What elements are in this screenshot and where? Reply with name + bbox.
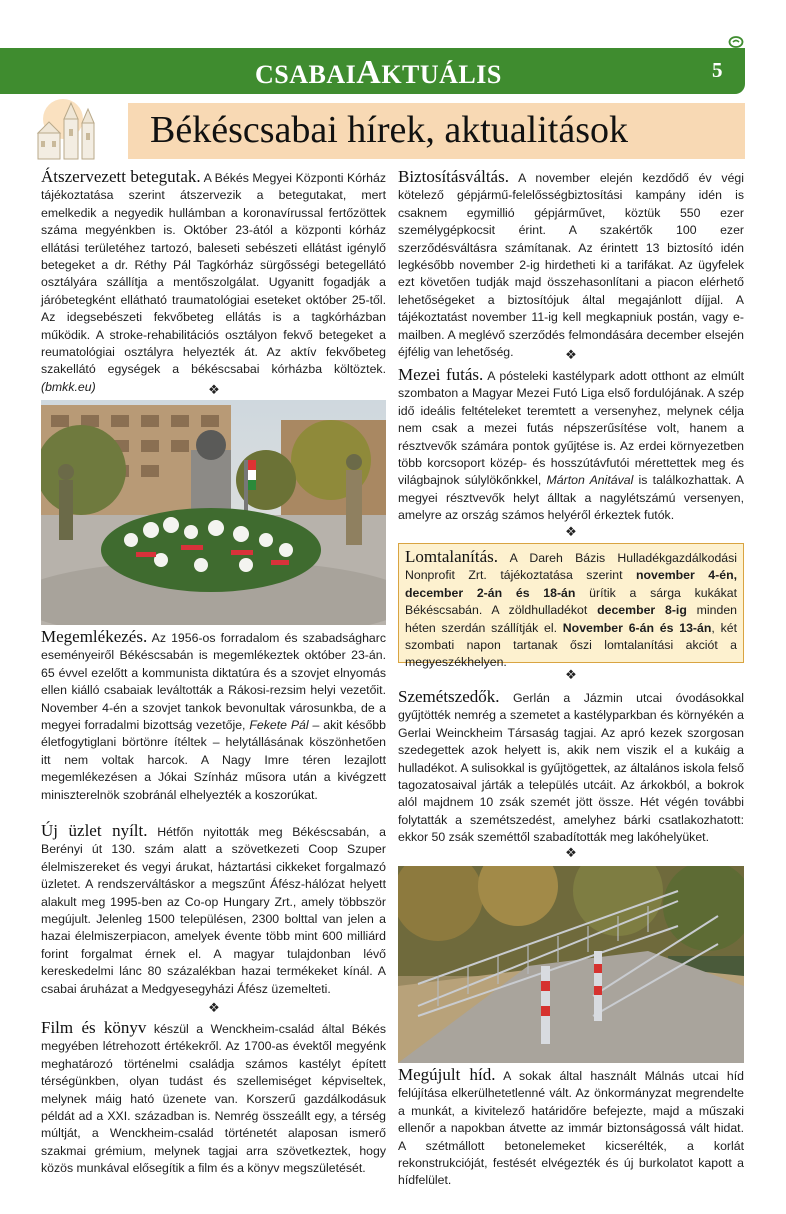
ornament-divider: ❖ bbox=[208, 382, 220, 397]
ornament-divider: ❖ bbox=[208, 1000, 220, 1015]
brand-part-3: KTUÁLIS bbox=[381, 60, 502, 89]
article-heading: Átszervezett betegutak. bbox=[41, 167, 201, 186]
article-body: A november elején kezdődő év végi kötelező gépjármű-felelősségbiztosítási kampány idén is csaknem egymillió gépjárművet, köztük 550 ezer személygépkocsit érint. A szakértők 100 ezer szerződésváltásra számítanak. Az érintett 13 biztosító idén legkésőbb november 2-ig hirdetheti ki a tarifákat. Az ügyfelek ezt követően tudják majd összehasonlítani a piacon elérhető lehetőségeket a biztosítójuk által megajánlott díjjal. A tájékoztatást november 11-ig kell megkapniuk postán, vagy e-mailben. A meglévő szerződés felmondására december elsején éjfélig van lehetőség. bbox=[398, 171, 744, 360]
article-szemetszedok bbox=[398, 688, 744, 847]
article-megujult-hid bbox=[398, 1066, 744, 1190]
article-body: A Dareh Bázis Hulladékgazdálkodási Nonprofit Zrt. tájékoztatása szerint bbox=[405, 551, 737, 583]
article-biztositasvaltas bbox=[398, 168, 744, 361]
article-body-cont: , két szombati napon tartanak őszi lomtalanítási akciót a megyeszékhelyen. bbox=[405, 620, 737, 670]
date-highlight: december 8-ig bbox=[597, 603, 687, 618]
article-uj-uzlet bbox=[41, 822, 386, 998]
date-highlight: november 4-én, december 2-án és 18-án bbox=[405, 568, 738, 600]
article-heading: Lomtalanítás. bbox=[405, 547, 499, 566]
article-heading: Megemlékezés. bbox=[41, 627, 148, 646]
page-number: 5 bbox=[712, 58, 723, 82]
article-lomtalanitas bbox=[405, 548, 737, 672]
magazine-brand bbox=[255, 54, 502, 92]
swirl-logo-icon bbox=[728, 35, 744, 54]
section-title: Békéscsabai hírek, aktualitások bbox=[150, 109, 629, 151]
article-body: készül a Wenckheim-család által Békés megyében létrehozott értékekről. Az 1700-as évektől megyénk meghatározó történelmi családja számos kastélyt épített térségünkben, olyan tudást és szellemiséget képviseltek, melynek máig ható üzenete van. Korszerű gazdálkodásuk példát ad a XXI. században is. Nemrég összeállt egy, a térség múltját, a Wenckheim-család történetét alaposan ismerő szakmai grémium, melynek tagjai arra szövetkeztek, hogy közös munkával elősegítik a film és a könyv megszületését. bbox=[41, 1022, 386, 1176]
article-body-cont: ürítik a sárga kukákat Békéscsabán. A zöldhulladékot bbox=[405, 585, 737, 618]
ornament-divider: ❖ bbox=[565, 347, 577, 362]
article-mezei-futas bbox=[398, 366, 744, 525]
article-heading: Mezei futás. bbox=[398, 365, 484, 384]
article-body: A sokak által használt Málnás utcai híd felújítása elkerülhetetlenné vált. Az önkormányzat megrendelte a munkát, a kivitelező határidőre befejezte, majd a műszaki ellenőr a napokban átvette az immár biztonságossá vált hidat. A szétmállott betonelemeket kicserélték, a korlát rekonstrukcióját, festését elvégezték és új burkolatot kapott a hídfelület. bbox=[398, 1069, 745, 1188]
ornament-divider: ❖ bbox=[565, 667, 577, 682]
article-source: (bmkk.eu) bbox=[41, 379, 96, 394]
date-highlight: November 6-án és 13-án bbox=[562, 620, 712, 635]
article-heading: Megújult híd. bbox=[398, 1065, 496, 1084]
article-heading: Új üzlet nyílt. bbox=[41, 821, 148, 840]
ornament-divider: ❖ bbox=[565, 845, 577, 860]
person-name: Márton Anitával bbox=[546, 473, 634, 488]
article-film-es-konyv bbox=[41, 1019, 386, 1178]
brand-part-1: CSABAI bbox=[255, 60, 357, 89]
article-megemlekezes bbox=[41, 628, 386, 804]
church-icon bbox=[28, 97, 128, 168]
article-body-cont: minden héten szerdán szállítják el. bbox=[405, 603, 738, 635]
article-body-cont: is találkozhattak. A megyei résztvevők helyt álltak a nagylétszámú versenyen, amelyre az ország számos helyéről érkeztek futók. bbox=[398, 473, 745, 523]
ornament-divider: ❖ bbox=[565, 524, 577, 539]
article-heading: Biztosításváltás. bbox=[398, 167, 509, 186]
notice-box-lomtalanitas bbox=[398, 543, 744, 670]
article-body: A Békés Megyei Központi Kórház tájékoztatása szerint átszervezik a betegutakat, mert emelkedik a negyedik hullámban a koronavírussal fertőzöttek száma megyénkben is. Október 23-ától a központi kórház ellátási területéhez tartozó, baleseti sebészeti ellátást igénylő betegeket a dr. Réthy Pál Tagkórház sürgősségi betegellátó osztályára szállítja a mentőszolgálat. Ugyanitt fogadják a járóbetegként ellátható traumatológiai eseteket október 25-től. Az idegsebészeti fekvőbeteg ellátás is a tagkórházban működik. A stroke-rehabilitációs osztályon fekvő betegeket a reumatológiai osztályra helyezték át. Az aktív fekvőbeteg szakellátó egységek a békéscsabai kórházba költöztek. bbox=[41, 171, 386, 377]
article-heading: Szemétszedők. bbox=[398, 687, 500, 706]
article-body-cont: – akit később életfogytiglani börtönre ítéltek – helytállásának köszönhetően itt nem voltak harcok. A Nagy Imre téren lezajlott megemlékezésen a Jókai Színház műsora után a kivégzett miniszterelnök szobránál elhelyezték a koszorúkat. bbox=[41, 718, 386, 802]
article-heading: Film és könyv bbox=[41, 1018, 147, 1037]
article-body: Az 1956-os forradalom és szabadságharc eseményeiről Békéscsabán is megemlékeztek október 23-án. 65 évvel ezelőtt a kommunista diktatúra és a szovjet elnyomás ellen kiálló csabaiak leváltották a Rákosi-rezsim helyi vezetőit. November 4-én a szovjet tankok bevonultak városunkba, de a megyei forradalmi bizottság vezetője, bbox=[41, 631, 386, 733]
brand-part-2: A bbox=[356, 54, 382, 91]
article-body: Gerlán a Jázmin utcai óvodásokkal gyűjtötték nemrég a szemetet a kastélyparkban és környékén a Gerlai Weinckheim Társaság tagjai. Az apró kezek szorgosan szedegettek azok helyett is, akik nem viszik el a kukáig a hulladékot. A sulisokkal is gyűjtögettek, az általános iskola felső tagozatosaival járták a település utcáit. Az árkokból, a bokrok alól majdnem 10 zsák szemét jött össze. Hét végén további folytatták a szemétszedést, amelyhez bárki csatlakozhatott: ekkor 50 zsák szeméttől szabadították meg lakóhelyüket. bbox=[398, 691, 744, 845]
photo-renovated-bridge bbox=[398, 866, 744, 1063]
article-body: A pósteleki kastélypark adott otthont az elmúlt szombaton a Magyar Mezei Futó Liga első fordulójának. A szép idő ideális feltételeket teremtett a versenyhez, melynek célja nem csak a mezei futás népszerűsítése volt, hanem a résztvevők számára pontok gyűjtése is. Az erdei környezetben több korcsoport közép- és hosszútávfutói mérettettek meg és világbajnok súlylökőnkkel, bbox=[398, 369, 744, 488]
person-name: Fekete Pál bbox=[249, 718, 309, 733]
article-body: Hétfőn nyitották meg Békéscsabán, a Berényi út 130. szám alatt a szövetkezeti Coop Szuper élelmiszereket és vegyi árukat, háztartási cikkeket forgalmazó üzletet. A rendszerváltáskor a megszűnt Áfész-hálózat helyett alakult meg 1995-ben az Co-op Hungary Zrt., amely többször megújult. Jelenleg 1500 településen, 2300 bolttal van jelen a hazai élelmiszerpiacon, amelyek évente több mint 600 milliárd forint forgalmat érnek el. A magyar tulajdonban lévő kereskedelmi lánc 80 százalékban hazai termékeket kínál. A csabai áruházat a Medgyesegyházi Áfész üzemelteti. bbox=[41, 825, 386, 996]
photo-memorial-wreaths bbox=[41, 400, 386, 625]
article-atszervezett-betegutak bbox=[41, 168, 386, 396]
